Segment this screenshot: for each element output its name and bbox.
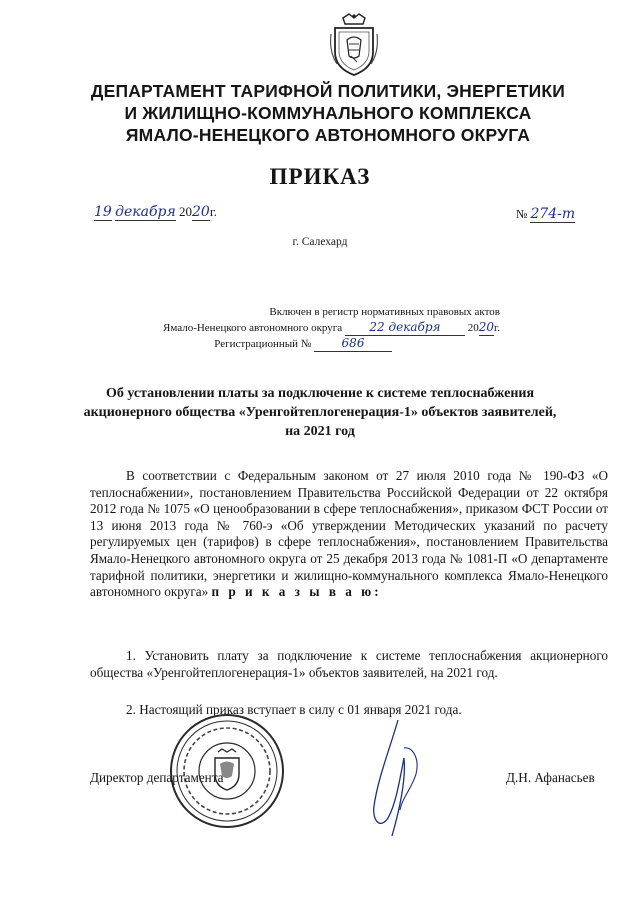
- registration-line-3: [140, 336, 500, 352]
- registration-region: Ямало-Ненецкого автономного округа: [163, 322, 343, 334]
- registration-number: 686: [314, 336, 392, 352]
- department-name: [60, 80, 596, 146]
- registration-year-end: г.: [493, 322, 500, 334]
- date-day: 19: [94, 204, 112, 220]
- registration-line-1: Включен в регистр нормативных правовых актов: [269, 306, 500, 318]
- order-item-2: 2. Настоящий приказ вступает в силу с 01 января 2021 года.: [126, 702, 462, 717]
- order-item-1: 1. Установить плату за подключение к системе теплоснабжения акционерного общества «Уренгойтеплогенерация-1» объектов заявителей, на 2021 год.: [90, 648, 608, 680]
- department-line-1: ДЕПАРТАМЕНТ ТАРИФНОЙ ПОЛИТИКИ, ЭНЕРГЕТИКИ: [90, 81, 566, 101]
- registration-year-prefix: 20: [467, 322, 479, 334]
- department-line-3: ЯМАЛО-НЕНЕЦКОГО АВТОНОМНОГО ОКРУГА: [125, 125, 531, 145]
- subject-line-3: на 2021 год: [285, 424, 355, 439]
- director-position: Директор департамента: [90, 770, 224, 785]
- order-date: [94, 204, 217, 220]
- director-name: Д.Н. Афанасьев: [506, 770, 595, 785]
- order-word: п р и к а з ы в а ю:: [211, 584, 382, 600]
- registration-line-2: [140, 320, 500, 336]
- order-subject: [70, 384, 570, 441]
- registration-block: [140, 305, 500, 352]
- subject-line-1: Об установлении платы за подключение к системе теплоснабжения: [105, 386, 535, 401]
- subject-line-2: акционерного общества «Уренгойтеплогенерация-1» объектов заявителей,: [83, 405, 557, 420]
- order-title: ПРИКАЗ: [269, 164, 371, 189]
- preamble-text: В соответствии с Федеральным законом от 27 июля 2010 года № 190-ФЗ «О теплоснабжении», постановлением Правительства Российской Федерации от 22 октября 2012 года № 1075 «О ценообразовании в сфере теплоснабжения», приказом ФСТ России от 13 июня 2013 года № 760-э «Об утверждении Методических указаний по расчету регулируемых цен (тарифов) в сфере теплоснабжения», постановлением Правительства Ямало-Ненецкого автономного округа от 25 декабря 2013 года № 1081-П «О департаменте тарифной политики, энергетики и жилищно-коммунального комплекса Ямало-Ненецкого автономного округа»: [90, 468, 608, 600]
- preamble-paragraph: [90, 468, 608, 601]
- number-value: 274-т: [530, 206, 576, 222]
- handwritten-signature-icon: [370, 718, 440, 848]
- date-year-end: г.: [209, 204, 217, 219]
- city: г. Салехард: [292, 236, 348, 248]
- date-month: декабря: [115, 204, 176, 220]
- coat-of-arms-icon: [327, 12, 381, 78]
- date-year-suffix: 20: [191, 204, 210, 220]
- date-year-prefix: 20: [178, 204, 192, 219]
- registration-number-label: Регистрационный №: [214, 338, 312, 350]
- number-label: №: [516, 207, 528, 221]
- registration-year-suffix: 20: [478, 320, 494, 334]
- registration-date: 22 декабря: [345, 320, 465, 336]
- department-line-2: И ЖИЛИЩНО-КОММУНАЛЬНОГО КОМПЛЕКСА: [124, 103, 532, 123]
- order-number: [516, 206, 575, 222]
